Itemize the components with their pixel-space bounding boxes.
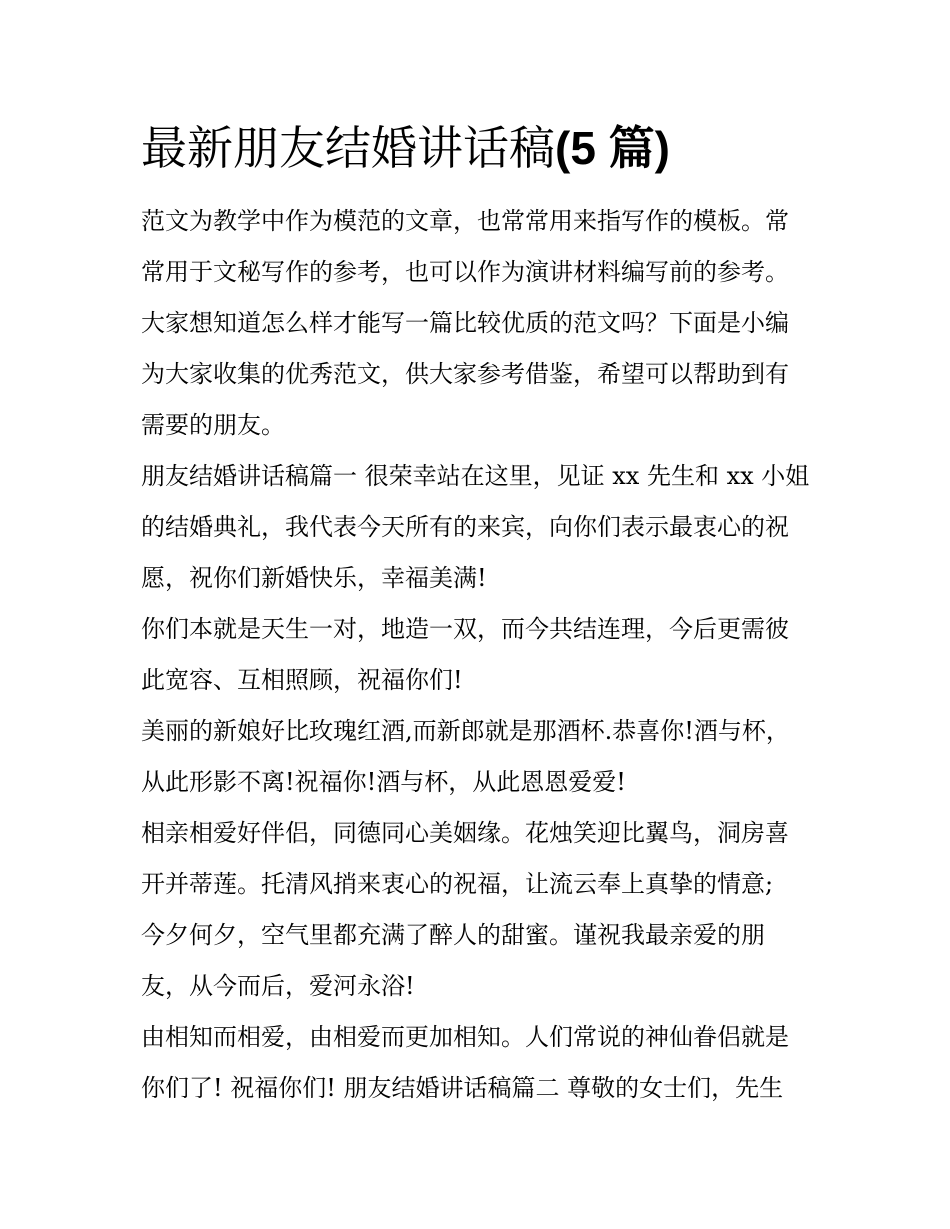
body-line: 开并蒂莲。托清风捎来衷心的祝福，让流云奉上真挚的情意; (141, 870, 774, 898)
title-suffix: (5 篇) (555, 122, 670, 174)
body-line: 你们了! 祝福你们! 朋友结婚讲话稿篇二 尊敬的女士们，先生 (141, 1074, 784, 1102)
body-line: 从此形影不离!祝福你!酒与杯，从此恩恩爱爱! (141, 768, 626, 796)
body-line: 相亲相爱好伴侣，同德同心美姻缘。花烛笑迎比翼鸟，洞房喜 (141, 819, 789, 847)
body-line: 由相知而相爱，由相爱而更加相知。人们常说的神仙眷侣就是 (141, 1023, 789, 1051)
body-line: 美丽的新娘好比玫瑰红酒,而新郎就是那酒杯.恭喜你!酒与杯， (141, 717, 790, 745)
body-line: 常用于文秘写作的参考，也可以作为演讲材料编写前的参考。 (141, 258, 789, 286)
body-line: 范文为教学中作为模范的文章，也常常用来指写作的模板。常 (141, 207, 789, 235)
body-line: 你们本就是天生一对，地造一双，而今共结连理，今后更需彼 (141, 615, 789, 643)
document-body (141, 196, 813, 1114)
document-title (141, 118, 821, 178)
body-line: 愿，祝你们新婚快乐，幸福美满! (141, 564, 487, 592)
body-line: 此宽容、互相照顾，祝福你们! (141, 666, 463, 694)
body-line: 为大家收集的优秀范文，供大家参考借鉴，希望可以帮助到有 (141, 360, 789, 388)
body-line: 今夕何夕，空气里都充满了醉人的甜蜜。谨祝我最亲爱的朋 (141, 921, 765, 949)
body-line: 的结婚典礼，我代表今天所有的来宾，向你们表示最衷心的祝 (141, 513, 789, 541)
body-line: 朋友结婚讲话稿篇一 很荣幸站在这里，见证 xx 先生和 xx 小姐 (141, 462, 810, 490)
body-line: 友，从今而后，爱河永浴! (141, 972, 415, 1000)
title-main: 最新朋友结婚讲话稿 (141, 121, 555, 175)
body-line: 需要的朋友。 (141, 411, 285, 439)
body-line: 大家想知道怎么样才能写一篇比较优质的范文吗？下面是小编 (141, 309, 789, 337)
